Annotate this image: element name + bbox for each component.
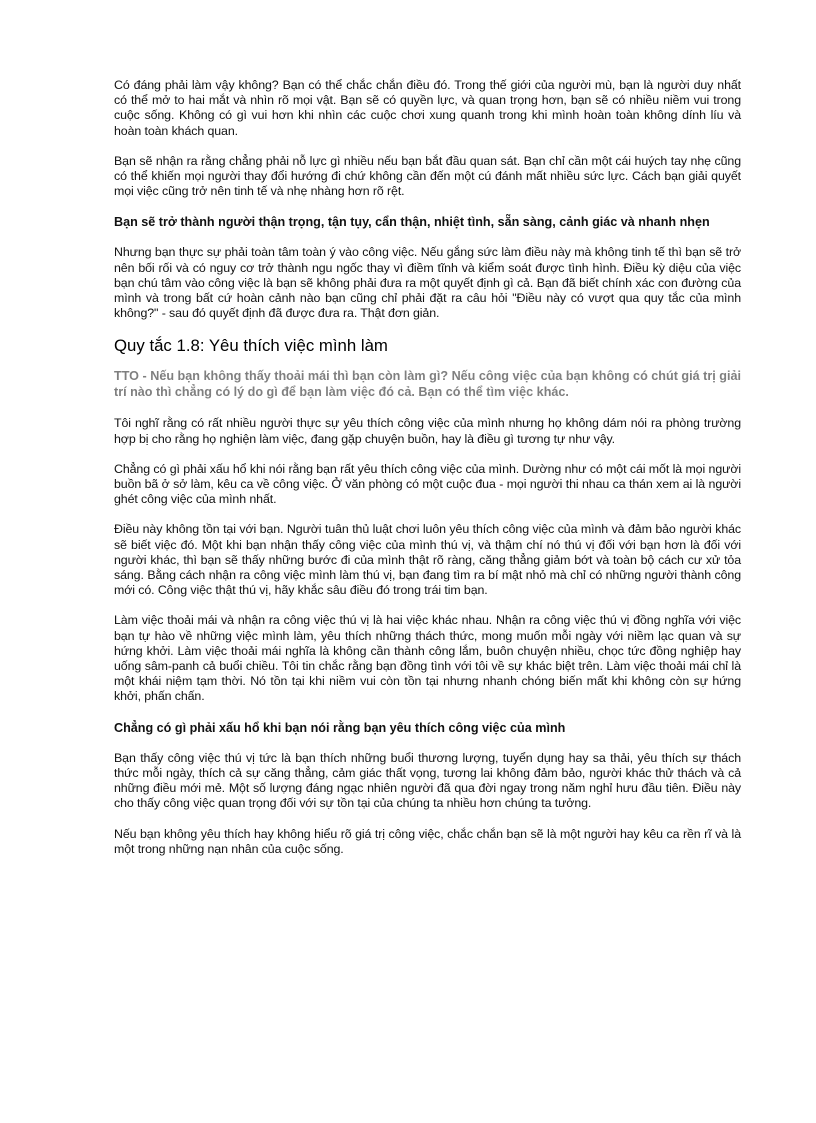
paragraph-1: Có đáng phải làm vậy không? Bạn có thể chắc chắn điều đó. Trong thế giới của người mù, bạn là người duy nhất có thể mở to hai mắt và nhìn rõ mọi vật. Bạn sẽ có quyền lực, và quan trọng hơn, bạn sẽ có nhiều niềm vui trong cuộc sống. Không có gì vui hơn khi nhìn các cuộc chơi xung quanh trong khi mình hoàn toàn không dính líu và hoàn toàn khách quan. xyxy=(114,78,741,138)
paragraph-4: Tôi nghĩ rằng có rất nhiều người thực sự yêu thích công việc của mình nhưng họ không dám nói ra phòng trường hợp bị cho rằng họ nghiện làm việc, đang gặp chuyện buồn, hay là điều gì tương tự như vậy. xyxy=(114,416,741,446)
paragraph-9: Nếu bạn không yêu thích hay không hiểu rõ giá trị công việc, chắc chắn bạn sẽ là một người hay kêu ca rền rĩ và là một trong những nạn nhân của cuộc sống. xyxy=(114,826,741,856)
paragraph-7: Làm việc thoải mái và nhận ra công việc thú vị là hai việc khác nhau. Nhận ra công việc thú vị đồng nghĩa với việc bạn tự hào về những việc mình làm, yêu thích những thách thức, mong muốn mỗi ngày với niềm lạc quan và sự hứng khởi. Làm việc thoải mái nghĩa là không cần thành công lắm, buôn chuyện nhiều, chọc tức đồng nghiệp hay uống sâm-panh cả buổi chiều. Tôi tin chắc rằng bạn đồng tình với tôi về sự khác biệt trên. Làm việc thoải mái chỉ là một khái niệm tạm thời. Nó tồn tại khi niềm vui còn tồn tại nhưng nhanh chóng biến mất khi không còn sự hứng khởi, phấn chấn. xyxy=(114,613,741,704)
lead-paragraph: TTO - Nếu bạn không thấy thoải mái thì bạn còn làm gì? Nếu công việc của bạn không có chút giá trị giải trí nào thì chẳng có lý do gì để bạn làm việc đó cả. Bạn có thể tìm việc khác. xyxy=(114,369,741,400)
subheading-no-shame: Chẳng có gì phải xấu hổ khi bạn nói rằng bạn yêu thích công việc của mình xyxy=(114,720,566,735)
paragraph-8: Bạn thấy công việc thú vị tức là bạn thích những buổi thương lượng, tuyển dụng hay sa thải, yêu thích sự thách thức mỗi ngày, thích cả sự căng thẳng, cảm giác thất vọng, tương lai không đảm bảo, người khác thử thách và cả những điều mới mẻ. Một số lượng đáng ngạc nhiên người đã qua đời ngay trong năm nghỉ hưu đầu tiên. Điều này cho thấy công việc quan trọng đối với sự tồn tại của chúng ta nhiều hơn chúng ta tưởng. xyxy=(114,750,741,811)
paragraph-5: Chẳng có gì phải xấu hổ khi nói rằng bạn rất yêu thích công việc của mình. Dường như có một cái mốt là mọi người buồn bã ở sở làm, kêu ca về công việc. Ở văn phòng có một cuộc đua - mọi người thi nhau ca thán xem ai là người ghét công việc của mình nhất. xyxy=(114,461,741,507)
document-page xyxy=(114,78,741,872)
paragraph-6: Điều này không tồn tại với bạn. Người tuân thủ luật chơi luôn yêu thích công việc của mình và đảm bảo người khác sẽ biết việc đó. Một khi bạn nhận thấy công việc của mình thú vị, và thậm chí nó thú vị đối với bạn hơn là đối với người khác, thì bạn sẽ thấy những bước đi của mình thật rõ ràng, căng thẳng giảm bớt và toàn bộ cách cư xử tỏa sáng. Bằng cách nhận ra công việc mình làm thú vị, bạn đang tìm ra bí mật nhỏ mà chỉ có những người thành công mới có. Công việc thật thú vị, hãy khắc sâu điều đó trong trái tim bạn. xyxy=(114,522,741,598)
section-title: Quy tắc 1.8: Yêu thích việc mình làm xyxy=(114,336,388,356)
subheading-careful: Bạn sẽ trở thành người thận trọng, tận tụy, cẩn thận, nhiệt tình, sẵn sàng, cảnh giác và nhanh nhẹn xyxy=(114,215,710,230)
paragraph-3: Nhưng bạn thực sự phải toàn tâm toàn ý vào công việc. Nếu gắng sức làm điều này mà không tinh tế thì bạn sẽ trở nên bối rối và có nguy cơ trở thành ngu ngốc thay vì điềm tĩnh và kiểm soát được tình hình. Điều kỳ diệu của việc bạn chú tâm vào công việc là bạn sẽ không phải đưa ra một quyết định gì cả. Bạn đã biết chính xác con đường của mình và trong bất cứ hoàn cảnh nào bạn cũng chỉ phải đặt ra câu hỏi "Điều này có vượt qua quy tắc của mình không?" - sau đó quyết định đã được đưa ra. Thật đơn giản. xyxy=(114,245,741,321)
paragraph-2: Bạn sẽ nhận ra rằng chẳng phải nỗ lực gì nhiều nếu bạn bắt đầu quan sát. Bạn chỉ cần một cái huých tay nhẹ cũng có thể khiến mọi người thay đổi hướng đi chứ không cần đến một cú đánh mất nhiều sức lực. Cách bạn giải quyết mọi việc cũng trở nên tinh tế và nhẹ nhàng hơn rõ rệt. xyxy=(114,153,741,199)
